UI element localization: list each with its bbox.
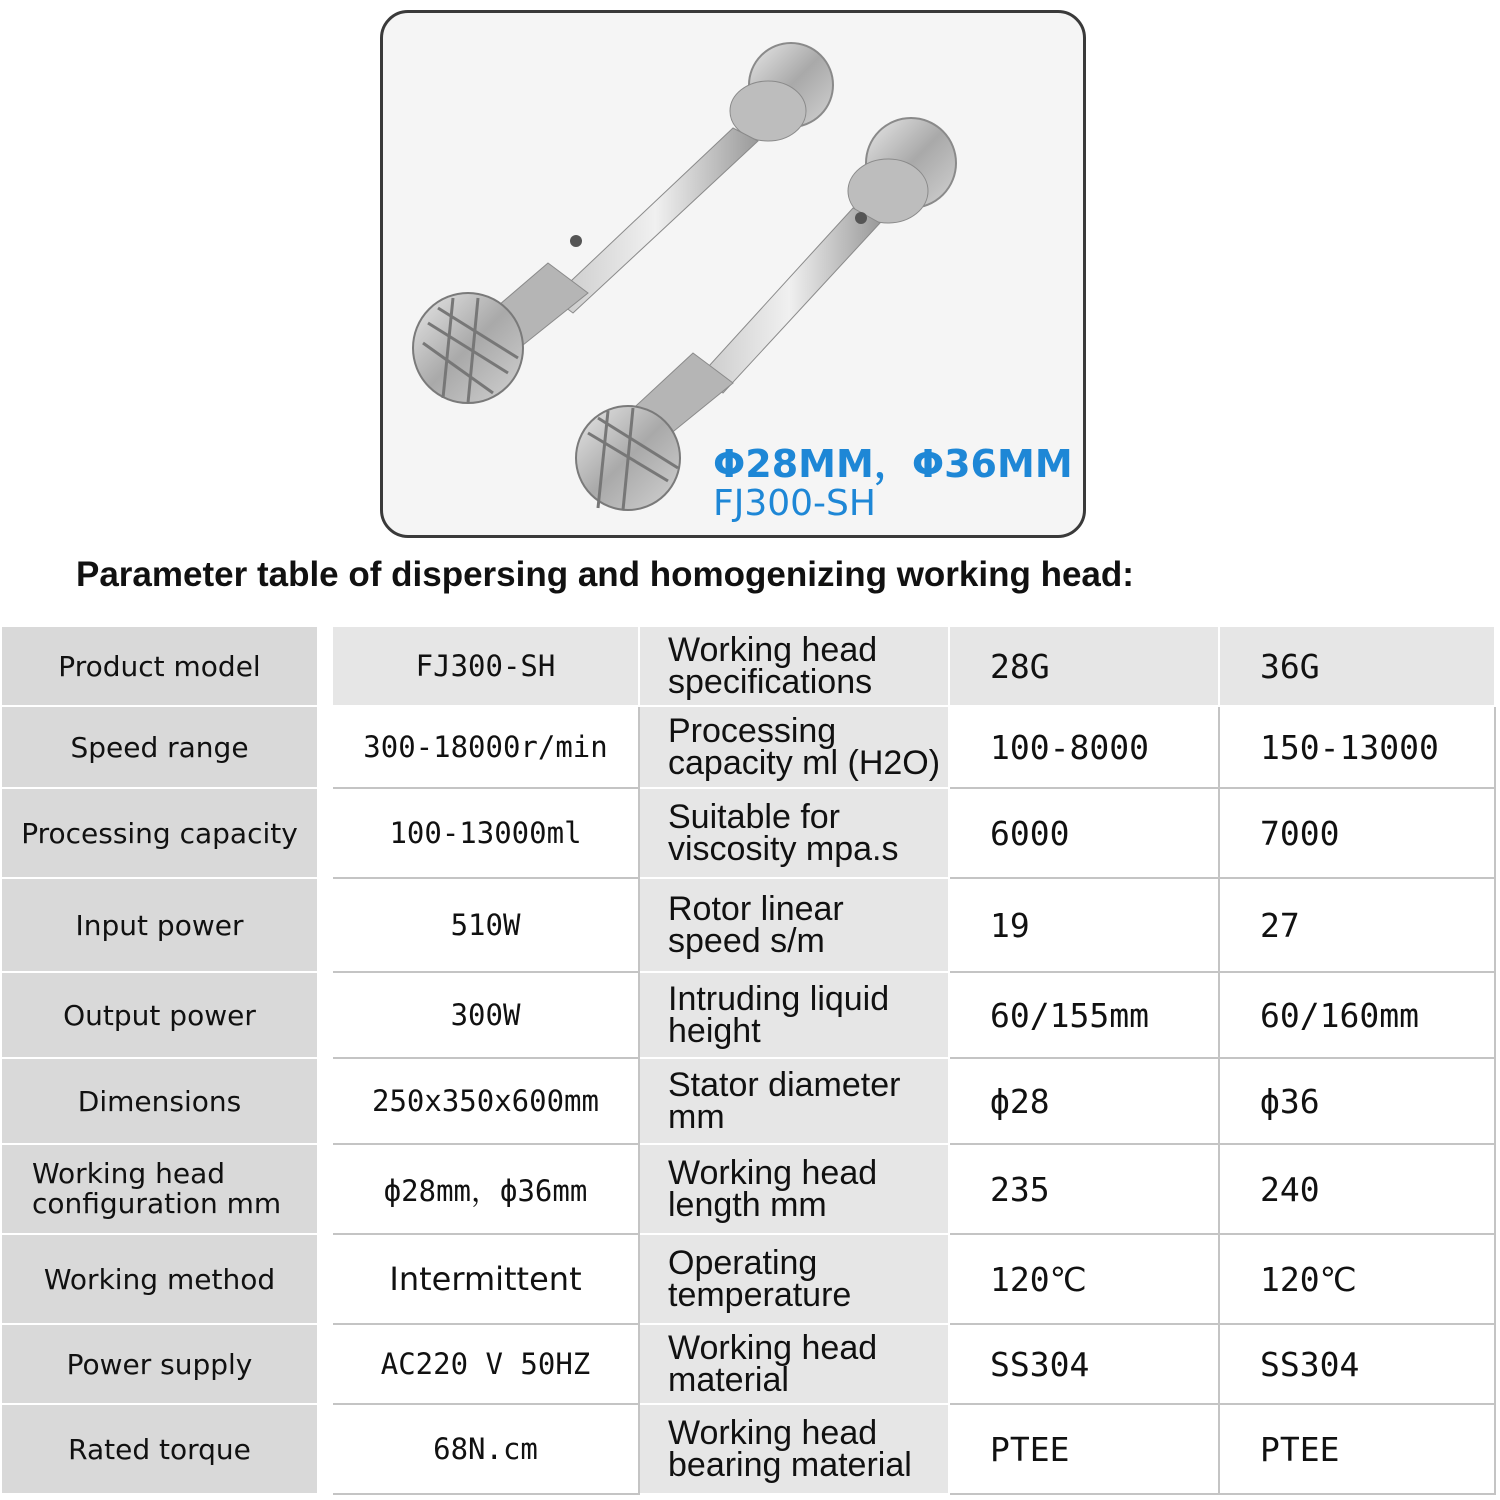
head-28g-value-cell: 235 <box>949 1144 1219 1234</box>
parameter-name-cell: Power supply <box>1 1324 325 1404</box>
parameter-name-cell: Dimensions <box>1 1058 325 1144</box>
parameter-name-cell: Speed range <box>1 706 325 788</box>
head-spec-name-cell: Processing capacity ml (H2O) <box>639 706 949 788</box>
parameter-value-cell: 300W <box>325 972 639 1058</box>
head-28g-value-cell: PTEE <box>949 1404 1219 1494</box>
head-28g-value-cell: 19 <box>949 878 1219 972</box>
head-spec-name-cell: Intruding liquid height <box>639 972 949 1058</box>
parameter-value-cell: FJ300-SH <box>325 626 639 706</box>
head-36g-value-cell: ф36 <box>1219 1058 1495 1144</box>
head-28g-value-cell: 120℃ <box>949 1234 1219 1324</box>
parameter-value-cell: 68N.cm <box>325 1404 639 1494</box>
parameter-name-cell: Processing capacity <box>1 788 325 878</box>
table-title: Parameter table of dispersing and homogenizing working head: <box>76 555 1134 594</box>
parameter-name-cell: Input power <box>1 878 325 972</box>
table-row <box>1 626 1495 706</box>
parameter-name-cell: Working head configuration mm <box>1 1144 325 1234</box>
table-row <box>1 788 1495 878</box>
head-36g-value-cell: 120℃ <box>1219 1234 1495 1324</box>
head-28g-value-cell: SS304 <box>949 1324 1219 1404</box>
table-row <box>1 1144 1495 1234</box>
model-label: FJ300-SH <box>713 483 876 524</box>
table-row <box>1 1058 1495 1144</box>
parameter-value-cell: 300-18000r/min <box>325 706 639 788</box>
head-28g-value-cell: ф28 <box>949 1058 1219 1144</box>
table-row <box>1 706 1495 788</box>
head-spec-name-cell: Working head material <box>639 1324 949 1404</box>
parameter-table <box>0 625 1496 1495</box>
head-36g-value-cell: 7000 <box>1219 788 1495 878</box>
head-spec-name-cell: Operating temperature <box>639 1234 949 1324</box>
head-28g-value-cell: 6000 <box>949 788 1219 878</box>
table-row <box>1 1404 1495 1494</box>
parameter-name-cell: Working method <box>1 1234 325 1324</box>
head-36g-value-cell: 150-13000 <box>1219 706 1495 788</box>
table-row <box>1 878 1495 972</box>
parameter-value-cell: ф28mm，ф36mm <box>325 1144 639 1234</box>
parameter-value-cell: 100-13000ml <box>325 788 639 878</box>
head-spec-name-cell: Suitable for viscosity mpa.s <box>639 788 949 878</box>
head-36g-value-cell: 240 <box>1219 1144 1495 1234</box>
table-row <box>1 1324 1495 1404</box>
head-36g-value-cell: 60/160mm <box>1219 972 1495 1058</box>
head-28g-value-cell: 100-8000 <box>949 706 1219 788</box>
head-28g-value-cell: 28G <box>949 626 1219 706</box>
parameter-value-cell: AC220 V 50HZ <box>325 1324 639 1404</box>
head-spec-name-cell: Working head bearing material <box>639 1404 949 1494</box>
parameter-value-cell: Intermittent <box>325 1234 639 1324</box>
parameter-name-cell: Product model <box>1 626 325 706</box>
working-head-28mm <box>413 43 833 403</box>
head-spec-name-cell: Working head specifications <box>639 626 949 706</box>
table-row <box>1 972 1495 1058</box>
head-36g-value-cell: 27 <box>1219 878 1495 972</box>
head-spec-name-cell: Stator diameter mm <box>639 1058 949 1144</box>
head-spec-name-cell: Rotor linear speed s/m <box>639 878 949 972</box>
table-row <box>1 1234 1495 1324</box>
head-36g-value-cell: SS304 <box>1219 1324 1495 1404</box>
parameter-name-cell: Rated torque <box>1 1404 325 1494</box>
parameter-value-cell: 250x350x600mm <box>325 1058 639 1144</box>
diameters-label: Φ28MM，Φ36MM <box>713 442 1073 486</box>
parameter-value-cell: 510W <box>325 878 639 972</box>
head-36g-value-cell: 36G <box>1219 626 1495 706</box>
parameter-name-cell: Output power <box>1 972 325 1058</box>
product-photo <box>380 10 1086 538</box>
head-36g-value-cell: PTEE <box>1219 1404 1495 1494</box>
head-spec-name-cell: Working head length mm <box>639 1144 949 1234</box>
head-28g-value-cell: 60/155mm <box>949 972 1219 1058</box>
